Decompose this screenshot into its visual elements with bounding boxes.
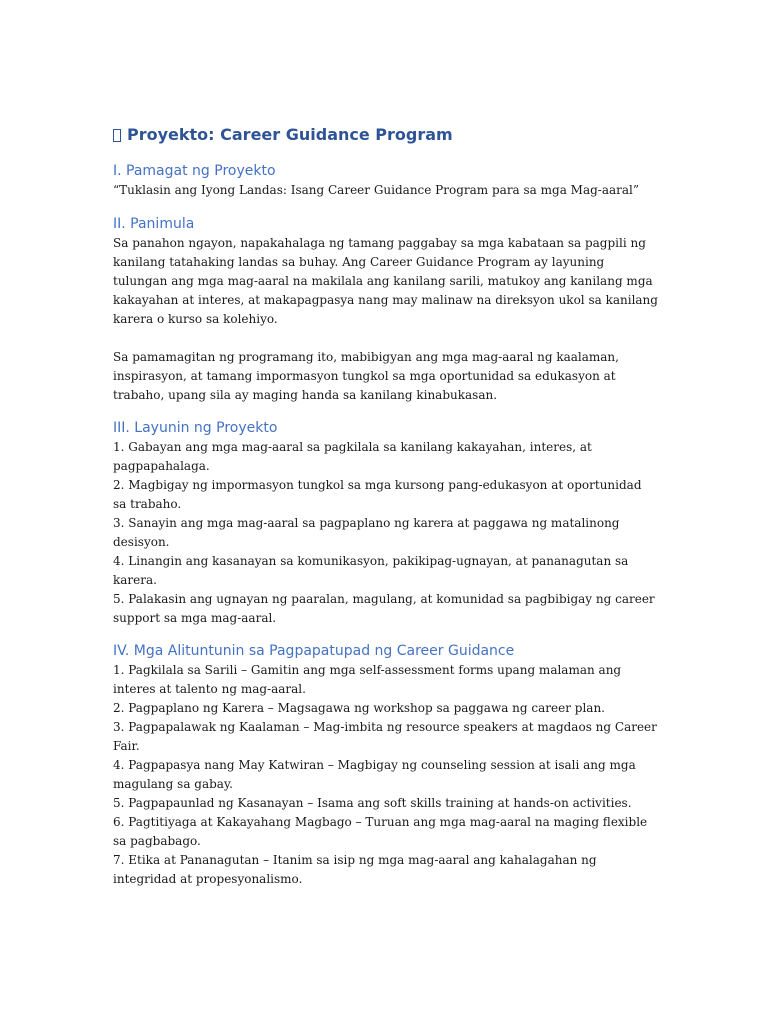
list-item: 2. Pagpaplano ng Karera – Magsagawa ng workshop sa paggawa ng career plan. (113, 701, 605, 715)
document-title (113, 124, 658, 146)
section-panimula (113, 214, 658, 405)
section-heading-pamagat: I. Pamagat ng Proyekto (113, 163, 276, 179)
list-item: 4. Pagpapasya nang May Katwiran – Magbigay ng counseling session at isali ang mga magulang sa gabay. (113, 758, 636, 791)
document-page (113, 124, 658, 889)
document-icon (113, 129, 121, 142)
list-item: 1. Pagkilala sa Sarili – Gamitin ang mga self-assessment forms upang malaman ang interes at talento ng mag-aaral. (113, 663, 622, 696)
project-title-text: “Tuklasin ang Iyong Landas: Isang Career Guidance Program para sa mga Mag-aaral” (113, 183, 640, 197)
section-heading-panimula: II. Panimula (113, 216, 195, 232)
list-item: 2. Magbigay ng impormasyon tungkol sa mga kursong pang-edukasyon at oportunidad sa trabaho. (113, 478, 642, 511)
list-item: 3. Sanayin ang mga mag-aaral sa pagpaplano ng karera at paggawa ng matalinong desisyon. (113, 516, 620, 549)
list-item: 4. Linangin ang kasanayan sa komunikasyon, pakikipag-ugnayan, at pananagutan sa karera. (113, 554, 629, 587)
panimula-paragraph: Sa pamamagitan ng programang ito, mabibigyan ang mga mag-aaral ng kaalaman, inspirasyon, at tamang impormasyon tungkol sa mga oportunidad sa edukasyon at trabaho, upang sila ay maging handa sa kanilang kinabukasan. (113, 350, 619, 402)
list-item: 3. Pagpapalawak ng Kaalaman – Mag-imbita ng resource speakers at magdaos ng Career Fair. (113, 720, 657, 753)
section-pamagat (113, 161, 658, 200)
list-item: 5. Palakasin ang ugnayan ng paaralan, magulang, at komunidad sa pagbibigay ng career support sa mga mag-aaral. (113, 592, 655, 625)
list-item: 5. Pagpapaunlad ng Kasanayan – Isama ang soft skills training at hands-on activities. (113, 796, 632, 810)
section-heading-layunin: III. Layunin ng Proyekto (113, 420, 278, 436)
list-item: 7. Etika at Pananagutan – Itanim sa isip ng mga mag-aaral ang kahalagahan ng integridad at propesyonalismo. (113, 853, 597, 886)
section-heading-alituntunin: IV. Mga Alituntunin sa Pagpapatupad ng Career Guidance (113, 643, 515, 659)
document-title-text: Proyekto: Career Guidance Program (127, 125, 453, 144)
list-item: 1. Gabayan ang mga mag-aaral sa pagkilala sa kanilang kakayahan, interes, at pagpapahalaga. (113, 440, 592, 473)
section-layunin (113, 418, 658, 628)
list-item: 6. Pagtitiyaga at Kakayahang Magbago – Turuan ang mga mag-aaral na maging flexible sa pagbabago. (113, 815, 648, 848)
section-alituntunin (113, 641, 658, 889)
layunin-list (113, 438, 658, 628)
panimula-paragraph: Sa panahon ngayon, napakahalaga ng tamang paggabay sa mga kabataan sa pagpili ng kanilang tatahaking landas sa buhay. Ang Career Guidance Program ay layuning tulungan ang mga mag-aaral na makilala ang kanilang sarili, matukoy ang kanilang mga kakayahan at interes, at makapagpasya nang may malinaw na direksyon ukol sa kanilang karera o kurso sa kolehiyo. (113, 236, 658, 326)
alituntunin-list (113, 661, 658, 889)
